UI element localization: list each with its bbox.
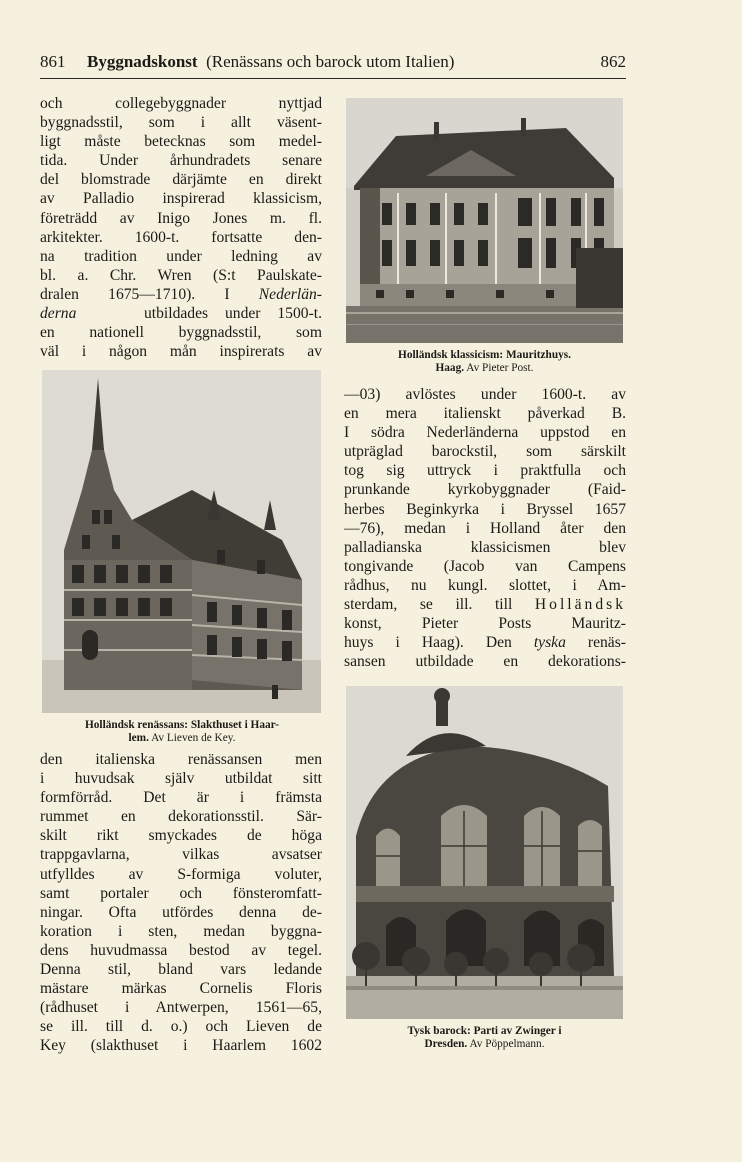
running-header: [40, 48, 626, 79]
text-line: koration i sten, medan byggna-: [40, 922, 322, 940]
text-line: byggnadsstil, som i allt väsent-: [40, 114, 322, 132]
text-line: dens huvudmassa bestod av tegel.: [40, 941, 322, 959]
haarlem-illustration: [42, 370, 321, 713]
text-line: mästare märkas Cornelis Floris: [40, 980, 322, 998]
caption-haarlem-bold-2: lem.: [128, 732, 149, 744]
text-line: formförråd. Det är i främsta: [40, 789, 322, 807]
text-line: den italienska renässansen men: [40, 751, 322, 768]
text-line: bl. a. Chr. Wren (S:t Paulskate-: [40, 266, 322, 284]
header-title: [87, 52, 454, 72]
text-line: en mera italienskt påverkad B.: [344, 405, 626, 423]
text-line: na tradition under ledning av: [40, 247, 322, 265]
text-line: Denna stil, bland vars ledande: [40, 961, 322, 979]
spaced-term: Holländsk: [534, 596, 626, 614]
italic-term: tyska: [533, 634, 566, 652]
text-segment: renäs-: [587, 634, 626, 652]
caption-zwinger-bold-2: Dresden.: [424, 1038, 468, 1050]
text-line: [40, 285, 322, 304]
caption-haarlem: [40, 719, 324, 745]
caption-mauritshuis: [346, 349, 623, 375]
text-line: herbes Beginkyrka i Bryssel 1657: [344, 500, 626, 518]
left-column-top-text: [40, 94, 322, 361]
caption-haarlem-rest: Av Lieven de Key.: [151, 732, 236, 744]
text-line: i huvudsak själv utbildat sitt: [40, 770, 322, 788]
photo-haarlem-slaughterhouse: [42, 370, 321, 713]
text-line: skilt rikt smyckades de höga: [40, 827, 322, 845]
photo-mauritshuis: [346, 98, 623, 343]
text-line: utpräglad barockstil, som särskilt: [344, 443, 626, 461]
caption-zwinger: [346, 1025, 623, 1051]
text-line: en nationell byggnadsstil, som: [40, 324, 322, 342]
caption-mauritshuis-bold: Holländsk klassicism: Mauritzhuys.: [398, 349, 571, 361]
text-line: prunkande kyrkobyggnader (Faid-: [344, 481, 626, 499]
mauritshuis-illustration: [346, 98, 623, 343]
text-line: rådhus, nu kungl. slottet, i Am-: [344, 576, 626, 594]
text-line: företrädd av Inigo Jones m. fl.: [40, 209, 322, 227]
text-line: [344, 633, 626, 652]
text-line: tida. Under århundradets senare: [40, 152, 322, 170]
text-line: del blomstrade därjämte en direkt: [40, 171, 322, 189]
text-line: ningar. Ofta utfördes denna de-: [40, 903, 322, 921]
text-line: se ill. till d. o.) och Lieven de: [40, 1018, 322, 1036]
text-line: och collegebyggnader nyttjad: [40, 95, 322, 112]
zwinger-illustration: [346, 686, 623, 1019]
text-line: av Palladio inspirerad klassicism,: [40, 190, 322, 208]
text-line: Key (slakthuset i Haarlem 1602: [40, 1037, 322, 1055]
caption-mauritshuis-rest: Av Pieter Post.: [466, 362, 534, 374]
text-line: sansen utbildade en dekorations-: [344, 653, 626, 671]
italic-term: derna: [40, 305, 77, 323]
text-segment: utbildades under 1500-t.: [143, 305, 322, 323]
text-line: samt portaler och fönsteromfatt-: [40, 884, 322, 902]
right-column-text: [344, 385, 626, 671]
text-line: konst, Pieter Posts Mauritz-: [344, 615, 626, 633]
text-line: I södra Nederländerna uppstod en: [344, 424, 626, 442]
text-line: [40, 304, 322, 323]
text-line: rummet en dekorationsstil. Sär-: [40, 808, 322, 826]
text-line: [344, 595, 626, 614]
left-column-bottom-text: [40, 750, 322, 1056]
text-segment: huys i Haag). Den: [344, 634, 512, 652]
caption-haarlem-bold: Holländsk renässans: Slakthuset i Haar-: [85, 719, 279, 731]
text-line: (rådhuset i Antwerpen, 1561—65,: [40, 999, 322, 1017]
page-number-right: 862: [600, 52, 626, 71]
text-line: palladianska klassicismen blev: [344, 538, 626, 556]
text-segment: sterdam, se ill. till: [344, 596, 513, 614]
text-line: ligt måste betecknas som medel-: [40, 133, 322, 151]
italic-term: Nederlän-: [258, 285, 322, 303]
text-line: —76), medan i Holland åter den: [344, 519, 626, 537]
header-title-rest: (Renässans och barock utom Italien): [206, 52, 455, 71]
caption-mauritshuis-bold-2: Haag.: [435, 362, 465, 374]
text-line: trappgavlarna, vilkas avsatser: [40, 846, 322, 864]
page-number-left: 861: [40, 52, 66, 71]
header-title-bold: Byggnadskonst: [87, 52, 198, 71]
caption-zwinger-bold: Tysk barock: Parti av Zwinger i: [407, 1025, 562, 1037]
text-line: —03) avlöstes under 1600-t. av: [344, 386, 626, 403]
text-line: väl i någon mån inspirerats av: [40, 343, 322, 361]
text-line: tongivande (Jacob van Campens: [344, 557, 626, 575]
text-line: arkitekter. 1600-t. fortsatte den-: [40, 228, 322, 246]
text-line: tog sig uttryck i praktfulla och: [344, 462, 626, 480]
caption-zwinger-rest: Av Pöppelmann.: [469, 1038, 545, 1050]
text-segment: dralen 1675—1710). I: [40, 285, 230, 303]
text-line: utfylldes av S-formiga voluter,: [40, 865, 322, 883]
photo-zwinger: [346, 686, 623, 1019]
